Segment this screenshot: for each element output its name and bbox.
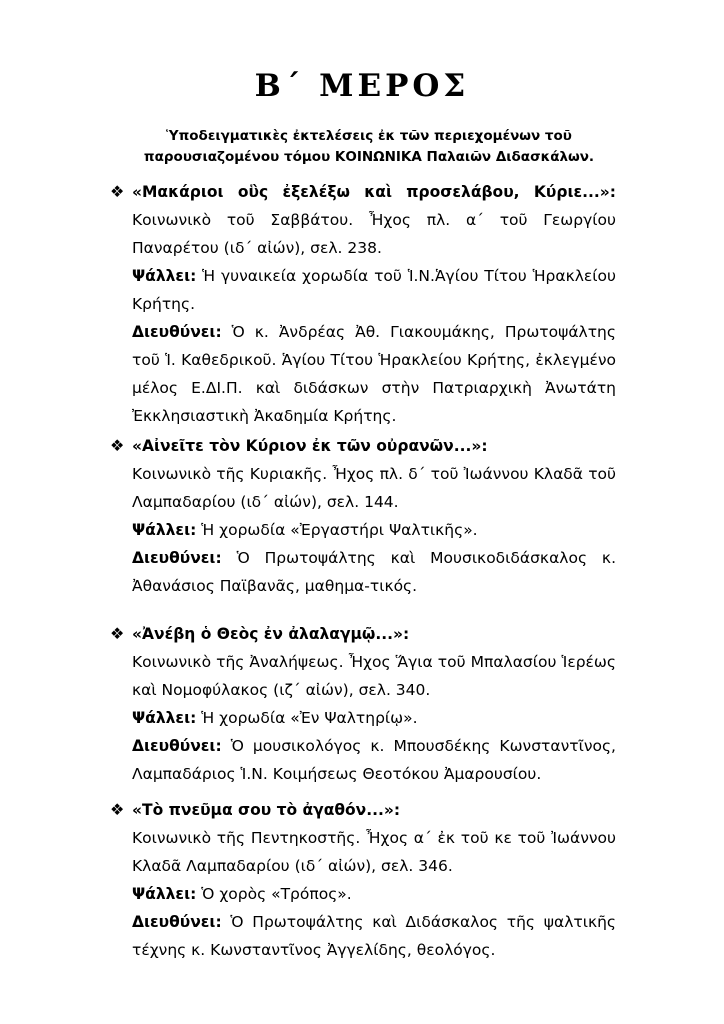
performer-text: Ἡ γυναικεία χορωδία τοῦ Ἱ.Ν.Ἁγίου Τίτου Ἡρακλείου Κρήτης. [132, 267, 616, 313]
song-title: «Τὸ πνεῦμα σου τὸ ἀγαθόν...»: [132, 801, 401, 819]
entry-body [132, 620, 616, 788]
bullet-icon: ❖ [110, 624, 125, 643]
performer-text: Ὁ χορὸς «Τρόπος». [201, 885, 352, 903]
bullet-icon: ❖ [110, 182, 125, 201]
performer-text: Ἡ χορωδία «Ἐργαστήρι Ψαλτικῆς». [201, 521, 478, 539]
director-label: Διευθύνει: [132, 913, 222, 931]
song-title: «Αἰνεῖτε τὸν Κύριον ἐκ τῶν οὐρανῶν...»: [132, 437, 488, 455]
performer-label: Ψάλλει: [132, 709, 197, 727]
song-title: «Μακάριοι οὓς ἐξελέξω καὶ προσελάβου, Κύριε...»: [132, 183, 616, 201]
director-label: Διευθύνει: [132, 549, 222, 567]
director-text: Ὁ μουσικολόγος κ. Μπουσδέκης Κωνσταντῖνος, Λαμπαδάριος Ἱ.Ν. Κοιμήσεως Θεοτόκου Ἀμαρουσίου. [132, 737, 616, 783]
director-label: Διευθύνει: [132, 323, 222, 341]
performer-text: Ἡ χορωδία «Ἐν Ψαλτηρίῳ». [201, 709, 418, 727]
song-description: Κοινωνικὸ τῆς Κυριακῆς. Ἦχος πλ. δ΄ τοῦ Ἰωάννου Κλαδᾶ τοῦ Λαμπαδαρίου (ιδ΄ αἰών), σελ. 144. [132, 465, 616, 511]
song-description: Κοινωνικὸ τοῦ Σαββάτου. Ἦχος πλ. α΄ τοῦ Γεωργίου Παναρέτου (ιδ΄ αἰών), σελ. 238. [132, 211, 616, 257]
director-text: Ὁ κ. Ἀνδρέας Ἀθ. Γιακουμάκης, Πρωτοψάλτης τοῦ Ἱ. Καθεδρικοῦ. Ἁγίου Τίτου Ἡρακλείου Κρήτης, ἐκλεγμένο μέλος Ε.ΔΙ.Π. καὶ διδάσκων στὴν Πατριαρχικὴ Ἀνωτάτη Ἐκκλησιαστικὴ Ἀκαδημία Κρήτης. [132, 323, 616, 425]
bullet-icon: ❖ [110, 800, 125, 819]
director-label: Διευθύνει: [132, 737, 222, 755]
song-title: «Ἀνέβη ὁ Θεὸς ἐν ἀλαλαγμῷ...»: [132, 625, 410, 643]
performer-label: Ψάλλει: [132, 521, 197, 539]
director-text: Ὁ Πρωτοψάλτης καὶ Μουσικοδιδάσκαλος κ. Ἀθανάσιος Παϊβανᾶς, μαθημα-τικός. [132, 549, 616, 595]
song-description: Κοινωνικὸ τῆς Ἀναλήψεως. Ἦχος Ἅγια τοῦ Μπαλασίου Ἱερέως καὶ Νομοφύλακος (ιζ΄ αἰών), σελ. 340. [132, 653, 616, 699]
entry-body [132, 178, 616, 430]
director-text: Ὁ Πρωτοψάλτης καὶ Διδάσκαλος τῆς ψαλτικῆς τέχνης κ. Κωνσταντῖνος Ἀγγελίδης, θεολόγος. [132, 913, 616, 959]
page-subtitle: Ὑποδειγματικὲς ἐκτελέσεις ἐκ τῶν περιεχομένων τοῦ παρουσιαζομένου τόμου ΚΟΙΝΩΝΙΚΑ Παλαιῶν Διδασκάλων. [143, 128, 595, 165]
performer-label: Ψάλλει: [132, 885, 197, 903]
bullet-icon: ❖ [110, 436, 125, 455]
page-title: Β΄ ΜΕΡΟΣ [254, 68, 470, 104]
performer-label: Ψάλλει: [132, 267, 197, 285]
entry-body [132, 796, 616, 964]
entry-body [132, 432, 616, 600]
song-description: Κοινωνικὸ τῆς Πεντηκοστῆς. Ἦχος α΄ ἐκ τοῦ κε τοῦ Ἰωάννου Κλαδᾶ Λαμπαδαρίου (ιδ΄ αἰών), σελ. 346. [132, 829, 616, 875]
